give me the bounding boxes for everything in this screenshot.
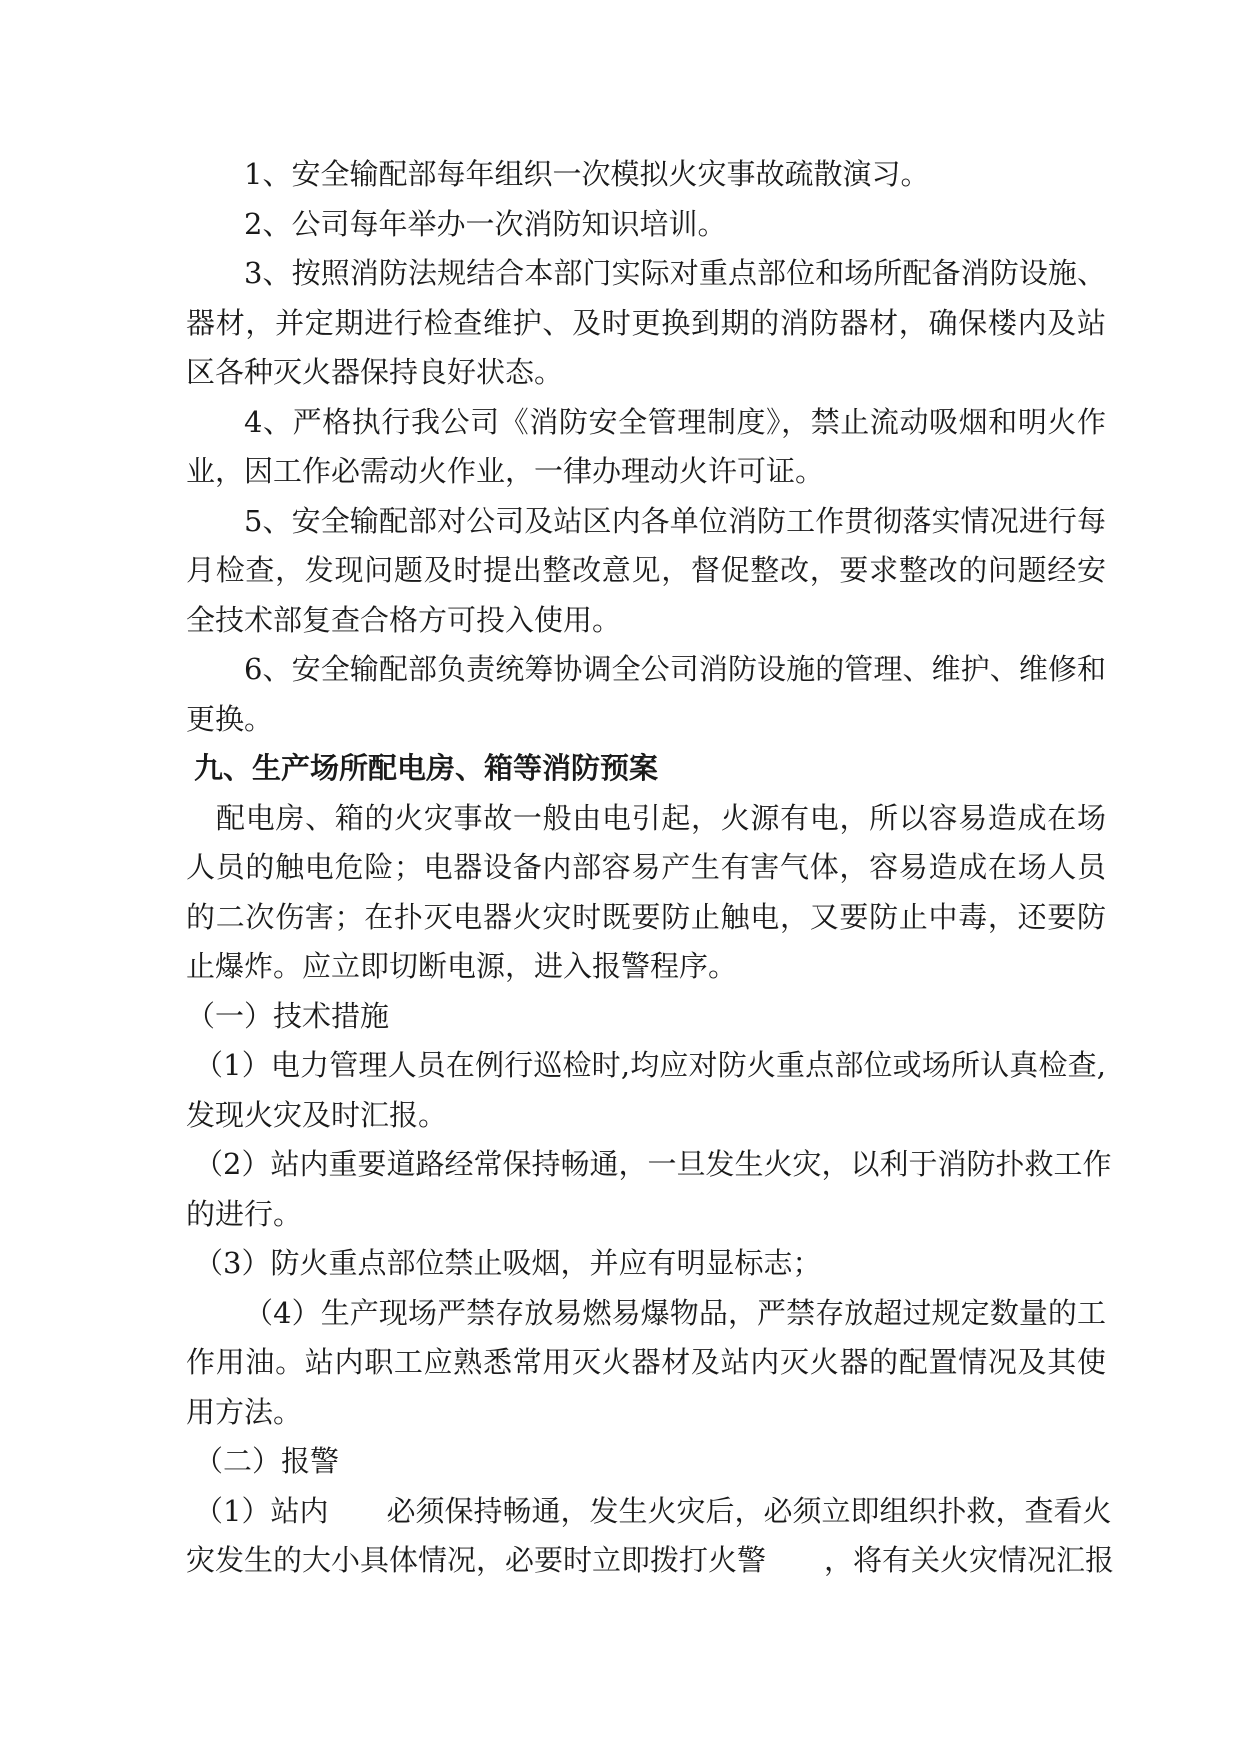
- text-line-8: 5、安全输配部对公司及站区内各单位消防工作贯彻落实情况进行每: [244, 504, 1106, 538]
- text-line-5: 区各种灭火器保持良好状态。: [186, 355, 564, 389]
- text-line-14: 配电房、箱的火灾事故一般由电引起，火源有电，所以容易造成在场: [216, 801, 1106, 835]
- subsection-heading-2: （二）报警: [194, 1444, 340, 1478]
- text-line-28: （1）站内 必须保持畅通，发生火灾后，必须立即组织扑救，查看火: [194, 1494, 1112, 1528]
- section-heading: 九、生产场所配电房、箱等消防预案: [194, 751, 659, 785]
- text-line-4: 器材，并定期进行检查维护、及时更换到期的消防器材，确保楼内及站: [186, 306, 1106, 340]
- text-line-2: 2、公司每年举办一次消防知识培训。: [244, 207, 727, 241]
- text-line-23: （3）防火重点部位禁止吸烟，并应有明显标志；: [194, 1246, 822, 1280]
- text-line-25: 作用油。站内职工应熟悉常用灭火器材及站内灭火器的配置情况及其使: [186, 1345, 1106, 1379]
- text-line-16: 的二次伤害；在扑灭电器火灾时既要防止触电，又要防止中毒，还要防: [186, 900, 1106, 934]
- subsection-heading-1: （一）技术措施: [186, 999, 390, 1033]
- text-line-19: （1）电力管理人员在例行巡检时,均应对防火重点部位或场所认真检查,: [194, 1048, 1106, 1082]
- text-line-6: 4、严格执行我公司《消防安全管理制度》，禁止流动吸烟和明火作: [244, 405, 1106, 439]
- text-line-26: 用方法。: [186, 1395, 303, 1429]
- text-line-1: 1、安全输配部每年组织一次模拟火灾事故疏散演习。: [244, 157, 930, 191]
- text-line-22: 的进行。: [186, 1197, 303, 1231]
- text-line-17: 止爆炸。应立即切断电源，进入报警程序。: [186, 949, 738, 983]
- text-line-15: 人员的触电危险；电器设备内部容易产生有害气体，容易造成在场人员: [186, 850, 1106, 884]
- text-line-3: 3、按照消防法规结合本部门实际对重点部位和场所配备消防设施、: [244, 256, 1106, 290]
- text-line-7: 业，因工作必需动火作业，一律办理动火许可证。: [186, 454, 825, 488]
- text-line-12: 更换。: [186, 702, 274, 736]
- text-line-10: 全技术部复查合格方可投入使用。: [186, 603, 622, 637]
- text-line-29: 灾发生的大小具体情况，必要时立即拨打火警 ，将有关火灾情况汇报: [186, 1543, 1115, 1577]
- text-line-9: 月检查，发现问题及时提出整改意见，督促整改，要求整改的问题经安: [186, 553, 1106, 587]
- text-line-21: （2）站内重要道路经常保持畅通，一旦发生火灾，以利于消防扑救工作: [194, 1147, 1112, 1181]
- text-line-20: 发现火灾及时汇报。: [186, 1098, 448, 1132]
- text-line-11: 6、安全输配部负责统筹协调全公司消防设施的管理、维护、维修和: [244, 652, 1106, 686]
- text-line-24: （4）生产现场严禁存放易燃易爆物品，严禁存放超过规定数量的工: [244, 1296, 1106, 1330]
